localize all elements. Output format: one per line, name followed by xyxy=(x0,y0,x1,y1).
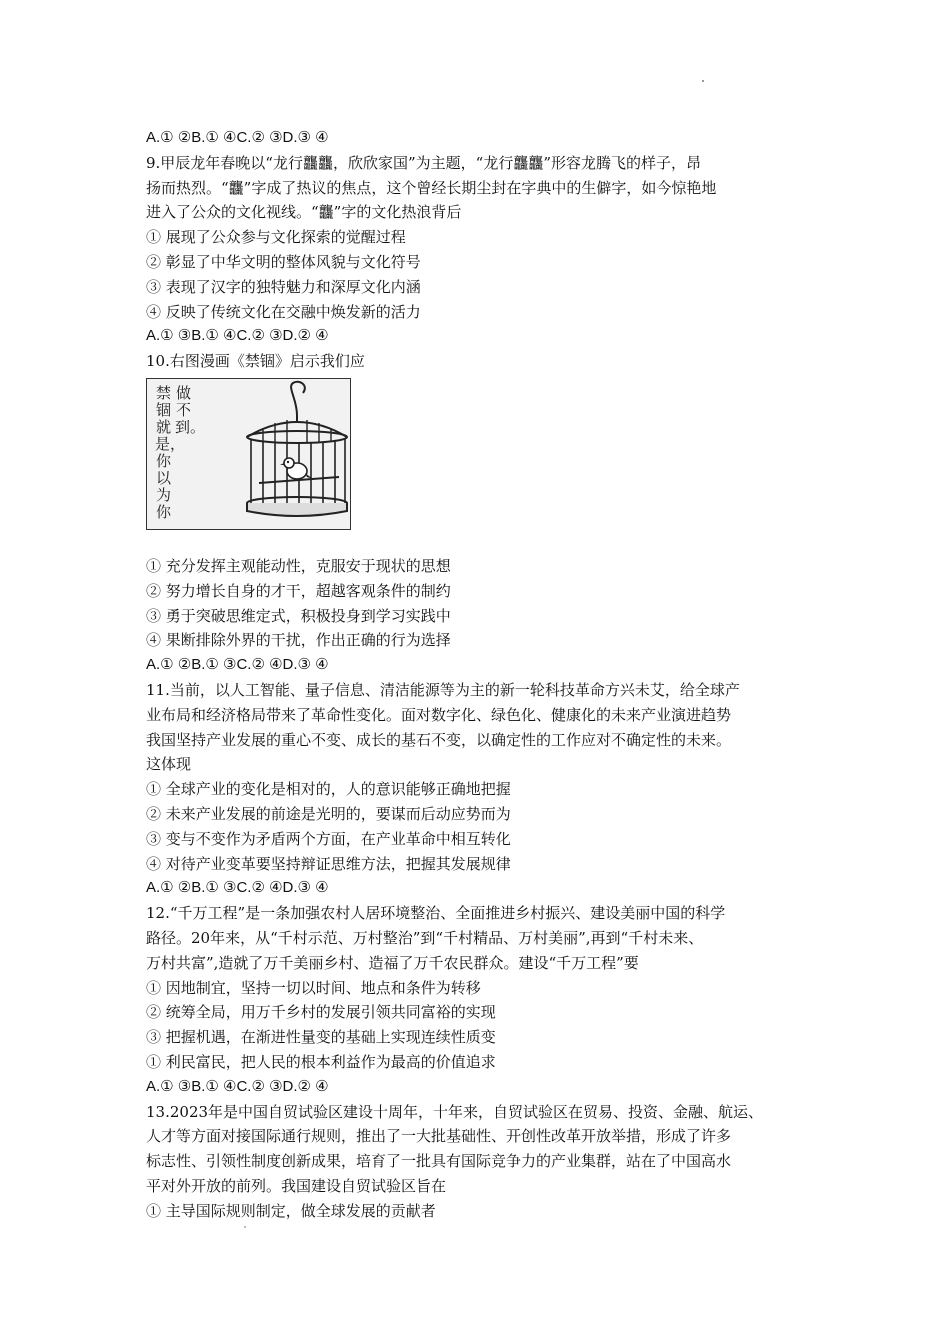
question-text: 万村共富”,造就了万千美丽乡村、造福了万千农民群众。建设“千万工程”要 xyxy=(146,953,639,972)
option-item: ④ 果断排除外界的干扰，作出正确的行为选择 xyxy=(146,631,451,650)
question-10 xyxy=(146,349,816,678)
question-text: 进入了公众的文化视线。“龘”字的文化热浪背后 xyxy=(146,203,462,222)
option-item: ④ 反映了传统文化在交融中焕发新的活力 xyxy=(146,302,421,321)
question-text: 11.当前，以人工智能、量子信息、清洁能源等为主的新一轮科技革命方兴未艾，给全球产 xyxy=(146,680,740,699)
question-text: 业布局和经济格局带来了革命性变化。面对数字化、绿色化、健康化的未来产业演进趋势 xyxy=(146,705,732,724)
option-item: ③ 把握机遇，在渐进性量变的基础上实现连续性质变 xyxy=(146,1028,496,1047)
question-text: 平对外开放的前列。我国建设自贸试验区旨在 xyxy=(146,1176,447,1195)
question-text: 这体现 xyxy=(146,755,192,774)
answer-choices: A.① ②B.① ④C.② ③D.③ ④ xyxy=(146,129,329,146)
option-item: ① 因地制宜，坚持一切以时间、地点和条件为转移 xyxy=(146,978,481,997)
option-item: ② 未来产业发展的前途是光明的，要谋而后动应势而为 xyxy=(146,804,511,823)
option-item: ③ 变与不变作为矛盾两个方面，在产业革命中相互转化 xyxy=(146,829,511,848)
option-item: ③ 表现了汉字的独特魅力和深厚文化内涵 xyxy=(146,277,421,296)
option-item: ② 统筹全局，用万千乡村的发展引领共同富裕的实现 xyxy=(146,1003,496,1022)
question-11 xyxy=(146,678,816,901)
question-text: 9.甲辰龙年春晚以“龙行龘龘，欣欣家国”为主题，“龙行龘龘”形容龙腾飞的样子，昂 xyxy=(146,153,701,172)
option-item: ① 全球产业的变化是相对的，人的意识能够正确地把握 xyxy=(146,780,511,799)
cartoon-caption-right: 做不到。 xyxy=(175,383,206,436)
answer-choices: A.① ③B.① ④C.② ③D.② ④ xyxy=(146,327,329,345)
option-item: ① 主导国际规则制定，做全球发展的贡献者 xyxy=(146,1201,436,1220)
option-item: ② 彰显了中华文明的整体风貌与文化符号 xyxy=(146,252,421,271)
cartoon-caption-left: 禁锢就是，你以为你 xyxy=(155,383,186,521)
page-mark xyxy=(244,1226,246,1228)
question-text: 人才等方面对接国际通行规则，推出了一大批基础性、开创性改革开放举措，形成了许多 xyxy=(146,1127,732,1146)
answer-choices: A.① ②B.① ③C.② ④D.③ ④ xyxy=(146,656,329,674)
option-item: ① 充分发挥主观能动性，克服安于现状的思想 xyxy=(146,556,451,575)
question-text: 扬而热烈。“龘”字成了热议的焦点，这个曾经长期尘封在字典中的生僻字，如今惊艳地 xyxy=(146,178,717,197)
question-12 xyxy=(146,901,816,1099)
option-item: ② 努力增长自身的才干，超越客观条件的制约 xyxy=(146,581,451,600)
question-text: 13.2023年是中国自贸试验区建设十周年，十年来，自贸试验区在贸易、投资、金融、航运、 xyxy=(146,1102,764,1121)
page-mark xyxy=(702,80,704,82)
document-body xyxy=(146,126,816,1223)
question-13 xyxy=(146,1100,816,1224)
question-text: 12.“千万工程”是一条加强农村人居环境整治、全面推进乡村振兴、建设美丽中国的科学 xyxy=(146,904,726,923)
question-9 xyxy=(146,151,816,349)
option-item: ① 展现了公众参与文化探索的觉醒过程 xyxy=(146,228,406,247)
question-text: 10.右图漫画《禁锢》启示我们应 xyxy=(146,352,365,371)
option-item: ④ 对待产业变革要坚持辩证思维方法，把握其发展规律 xyxy=(146,854,511,873)
question-text: 路径。20年来，从“千村示范、万村整治”到“千村精品、万村美丽”,再到“千村未来、 xyxy=(146,928,704,947)
option-item: ① 利民富民，把人民的根本利益作为最高的价值追求 xyxy=(146,1052,496,1071)
question-text: 标志性、引领性制度创新成果，培育了一批具有国际竞争力的产业集群，站在了中国高水 xyxy=(146,1152,732,1171)
cartoon-image xyxy=(146,378,351,530)
option-item: ③ 勇于突破思维定式，积极投身到学习实践中 xyxy=(146,606,451,625)
answer-choices: A.① ②B.① ③C.② ④D.③ ④ xyxy=(146,879,329,897)
question-text: 我国坚持产业发展的重心不变、成长的基石不变，以确定性的工作应对不确定性的未来。 xyxy=(146,730,732,749)
birdcage-drawing xyxy=(147,379,350,529)
answer-choices: A.① ③B.① ④C.② ③D.② ④ xyxy=(146,1077,329,1095)
